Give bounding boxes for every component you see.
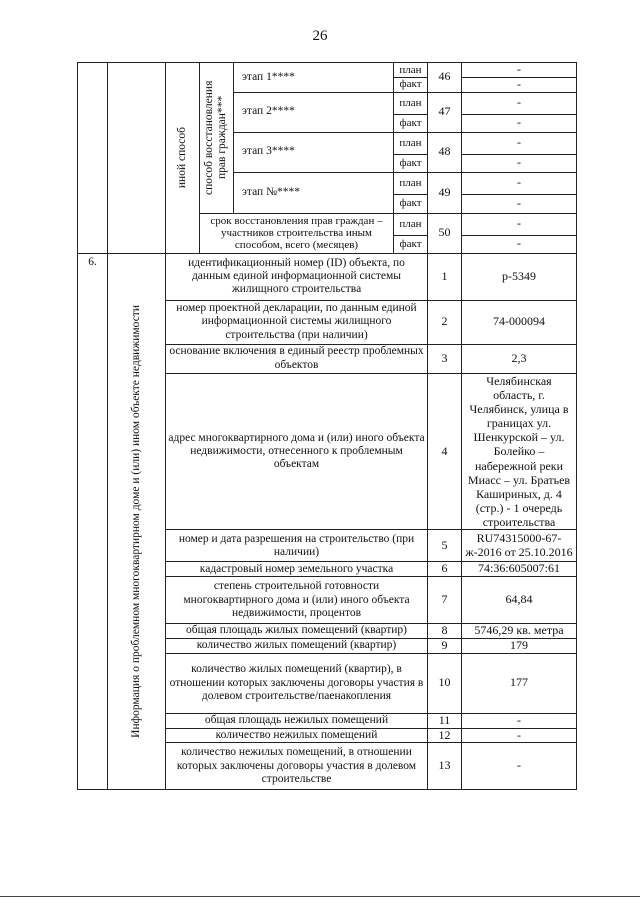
field-label: количество нежилых помещений — [166, 728, 428, 743]
plan-label: план — [394, 92, 428, 114]
group-label-cell — [166, 63, 200, 254]
fact-value: - — [462, 194, 577, 213]
field-label: идентификационный номер (ID) объекта, по данным единой информационной системы жилищного строительства — [166, 253, 428, 300]
stage-label: этап 2**** — [234, 92, 394, 132]
method-label-cell — [200, 63, 234, 214]
field-label: степень строительной готовности многоквартирного дома и (или) иного объекта недвижимости, процентов — [166, 577, 428, 624]
row-number: 11 — [428, 713, 462, 728]
row-number: 13 — [428, 743, 462, 790]
field-value: 64,84 — [462, 577, 577, 624]
field-label: общая площадь нежилых помещений — [166, 713, 428, 728]
row-number: 9 — [428, 638, 462, 653]
field-value: 74:36:605007:61 — [462, 562, 577, 577]
plan-value: - — [462, 92, 577, 114]
field-label: количество жилых помещений (квартир) — [166, 638, 428, 653]
row-number: 1 — [428, 253, 462, 300]
field-label: общая площадь жилых помещений (квартир) — [166, 624, 428, 639]
plan-value: - — [462, 172, 577, 194]
blank-cell-b — [108, 63, 166, 254]
fact-value: - — [462, 114, 577, 132]
field-label: адрес многоквартирного дома и (или) иного объекта недвижимости, отнесенного к проблемным объектам — [166, 373, 428, 530]
field-value: 177 — [462, 653, 577, 713]
fact-value: - — [462, 154, 577, 172]
field-value: 5746,29 кв. метра — [462, 624, 577, 639]
plan-value: - — [462, 213, 577, 235]
stage-label: этап 3**** — [234, 132, 394, 172]
stage-label: этап 1**** — [234, 63, 394, 93]
fact-label: факт — [394, 194, 428, 213]
field-value: Челябинская область, г. Челябинск, улица в границах ул. Шенкурской – ул. Болейко – набережной реки Миасс – ул. Братьев Кашириных, д. 4 (стр.) - 1 очередь строительства — [462, 373, 577, 530]
section-title-cell — [108, 253, 166, 790]
field-value: RU74315000-67-ж-2016 от 25.10.2016 — [462, 530, 577, 562]
row-number: 8 — [428, 624, 462, 639]
row-number: 46 — [428, 63, 462, 93]
field-value: 2,3 — [462, 344, 577, 373]
method-label: способ восстановления прав граждан*** — [203, 80, 229, 195]
row-number: 48 — [428, 132, 462, 172]
field-value: 179 — [462, 638, 577, 653]
row-number: 7 — [428, 577, 462, 624]
fact-label: факт — [394, 154, 428, 172]
fact-value: - — [462, 235, 577, 253]
row-number: 5 — [428, 530, 462, 562]
section-number: 6. — [78, 253, 108, 790]
field-label: количество нежилых помещений, в отношении которых заключены договоры участия в долевом строительстве — [166, 743, 428, 790]
row-number: 3 — [428, 344, 462, 373]
plan-label: план — [394, 63, 428, 78]
row-number: 4 — [428, 373, 462, 530]
stage-label: этап №**** — [234, 172, 394, 213]
section-title: Информация о проблемном многоквартирном доме и (или) ином объекте недвижимости — [129, 305, 142, 738]
field-value: - — [462, 728, 577, 743]
row-number: 50 — [428, 213, 462, 253]
plan-value: - — [462, 63, 577, 78]
row-number: 6 — [428, 562, 462, 577]
blank-cell-a — [78, 63, 108, 254]
field-label: номер и дата разрешения на строительство (при наличии) — [166, 530, 428, 562]
plan-value: - — [462, 132, 577, 154]
field-value: р-5349 — [462, 253, 577, 300]
plan-label: план — [394, 213, 428, 235]
field-label: количество жилых помещений (квартир), в отношении которых заключены договоры участия в долевом строительстве/паенакопления — [166, 653, 428, 713]
plan-label: план — [394, 172, 428, 194]
field-label: номер проектной декларации, по данным единой информационной системы жилищного строительства (при наличии) — [166, 300, 428, 344]
group-label: иной способ — [175, 127, 188, 189]
plan-label: план — [394, 132, 428, 154]
field-value: - — [462, 743, 577, 790]
row-number: 12 — [428, 728, 462, 743]
page-number: 26 — [312, 28, 328, 44]
fact-label: факт — [394, 235, 428, 253]
fact-label: факт — [394, 77, 428, 92]
data-table — [77, 62, 577, 790]
field-label: основание включения в единый реестр проблемных объектов — [166, 344, 428, 373]
fact-label: факт — [394, 114, 428, 132]
row-number: 2 — [428, 300, 462, 344]
field-value: 74-000094 — [462, 300, 577, 344]
scan-edge-line — [0, 896, 640, 897]
field-label: кадастровый номер земельного участка — [166, 562, 428, 577]
fact-value: - — [462, 77, 577, 92]
field-value: - — [462, 713, 577, 728]
row-number: 49 — [428, 172, 462, 213]
term-label: срок восстановления прав граждан – участников строительства иным способом, всего (месяцев) — [200, 213, 394, 253]
row-number: 47 — [428, 92, 462, 132]
row-number: 10 — [428, 653, 462, 713]
